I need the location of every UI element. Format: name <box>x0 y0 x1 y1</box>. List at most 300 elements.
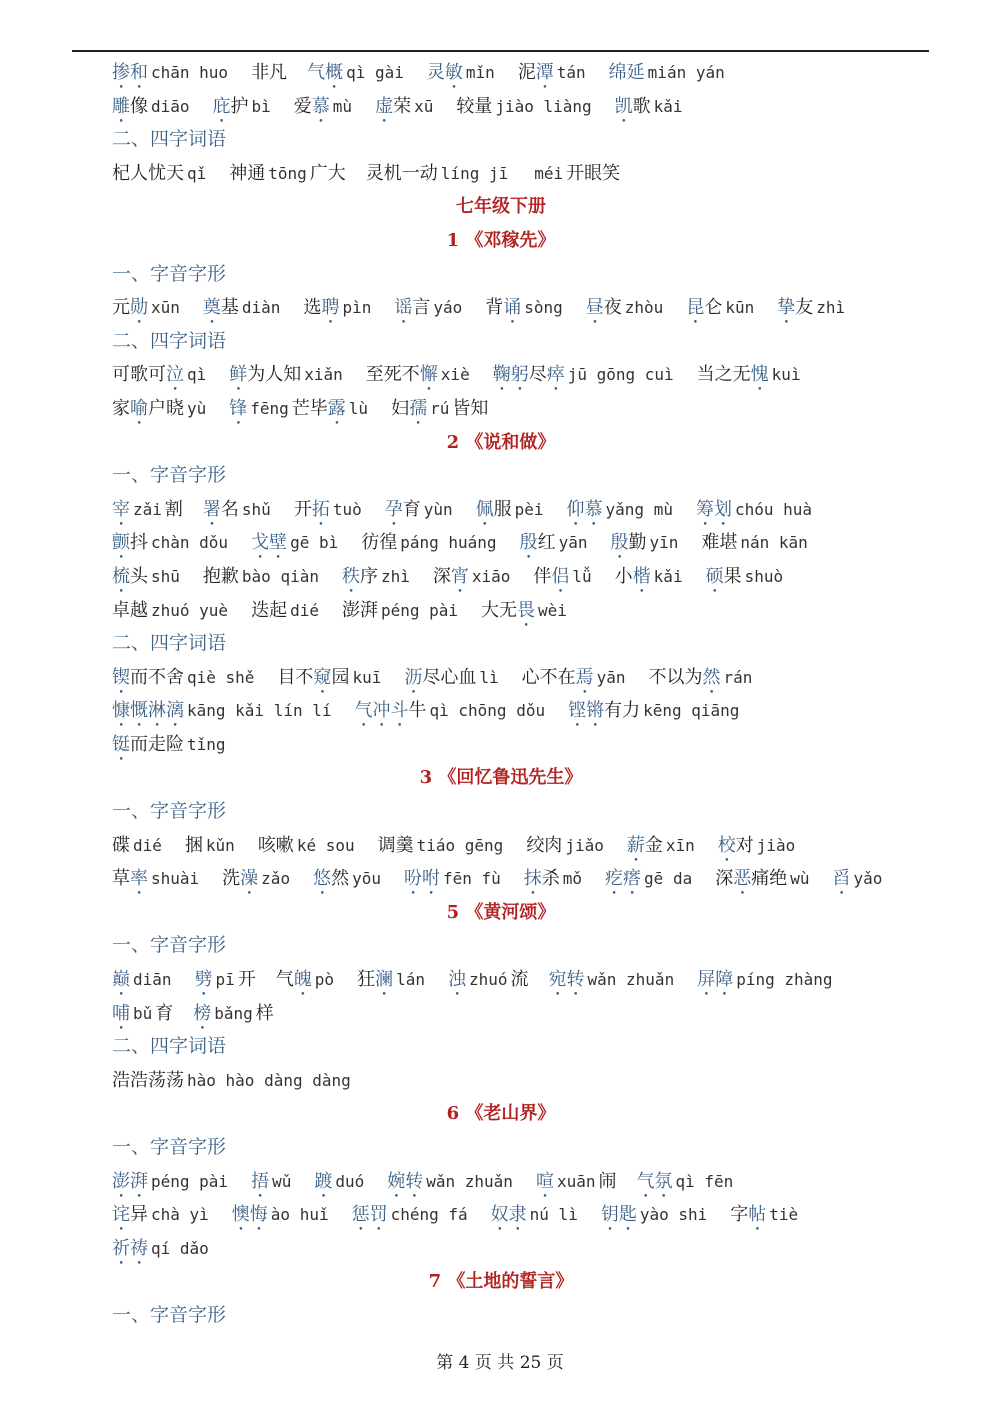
vocab-entry <box>526 835 607 856</box>
hanzi: 鞠躬 <box>492 364 529 386</box>
hanzi: 率 <box>130 868 148 890</box>
pinyin: xiè <box>440 365 470 385</box>
pinyin: sòng <box>524 298 563 318</box>
vocab-row <box>112 56 912 90</box>
vocab-entry <box>222 868 293 889</box>
pinyin: páng huáng <box>400 533 497 553</box>
hanzi: 狂 <box>357 969 376 991</box>
pinyin: qì chōng dǒu <box>429 701 546 721</box>
hanzi: 序 <box>359 565 378 587</box>
pinyin: wǔ <box>272 1171 292 1191</box>
pinyin: líng jī <box>440 163 509 183</box>
vocab-entry <box>366 364 473 385</box>
hanzi: 较量 <box>456 95 493 117</box>
hanzi: 流 <box>510 969 529 991</box>
pinyin: zhòu <box>624 298 664 318</box>
hanzi: 凯 <box>614 95 633 117</box>
hanzi: 泥 <box>517 62 536 83</box>
hanzi: 可歌可 <box>112 364 166 386</box>
pinyin: xūn <box>151 298 180 318</box>
hanzi: 澜 <box>375 969 394 991</box>
hanzi: 歌 <box>632 95 651 117</box>
vocab-row <box>112 1198 912 1232</box>
hanzi: 梳 <box>112 565 130 587</box>
hanzi: 尽心血 <box>422 666 477 688</box>
hanzi: 园 <box>331 666 350 688</box>
lesson-title: 5 《黄河颂》 <box>446 901 556 923</box>
hanzi: 魄 <box>293 969 312 991</box>
hanzi: 勋 <box>130 297 148 319</box>
pinyin: chān huo <box>151 63 229 82</box>
lesson-title: 2 《说和做》 <box>446 431 556 453</box>
vocab-entry <box>730 1204 801 1225</box>
pinyin: lǚ <box>572 566 592 586</box>
hanzi: 宰 <box>112 498 130 520</box>
hanzi: 舀 <box>832 868 851 890</box>
hanzi: 夜 <box>603 297 622 319</box>
section-heading: 二、四字词语 <box>112 128 227 151</box>
pinyin: kǎi <box>653 566 683 586</box>
pinyin: kūn <box>725 298 755 318</box>
vocab-entry <box>112 1003 173 1024</box>
pinyin: tǐng <box>187 734 226 754</box>
pinyin: qì <box>187 365 207 385</box>
section-heading: 一、字音字形 <box>112 262 227 285</box>
vocab-entry <box>229 398 371 419</box>
vocab-row <box>112 90 912 124</box>
pinyin: mǐn <box>465 63 495 82</box>
hanzi: 钥匙 <box>600 1204 637 1226</box>
vocab-entry <box>112 499 183 520</box>
pinyin: xū <box>414 96 434 116</box>
pinyin: yān <box>596 667 626 687</box>
hanzi: 懈 <box>419 364 438 386</box>
hanzi: 心不在 <box>521 666 576 688</box>
vocab-row <box>112 560 912 594</box>
vocab-row <box>112 1064 912 1098</box>
hanzi: 名 <box>220 498 239 520</box>
vocab-entry <box>404 667 501 688</box>
vocab-entry <box>697 364 804 385</box>
hanzi: 瘁 <box>546 364 565 386</box>
pinyin: yù <box>187 398 207 418</box>
vocab-entry <box>361 532 499 553</box>
vocab-entry <box>203 566 322 587</box>
pinyin: pò <box>314 970 335 990</box>
vocab-row <box>112 526 912 560</box>
vocab-entry <box>251 600 322 621</box>
vocab-entry <box>112 532 231 553</box>
vocab-entry <box>112 1171 231 1192</box>
hanzi: 虚 <box>375 95 394 117</box>
hanzi: 气 <box>307 62 326 83</box>
hanzi: 露 <box>327 397 346 419</box>
hanzi: 澎湃 <box>112 1170 148 1192</box>
hanzi: 气氛 <box>636 1170 673 1192</box>
hanzi: 孺 <box>409 397 428 419</box>
vocab-row <box>112 392 912 426</box>
vocab-entry <box>610 532 681 553</box>
section-heading: 一、字音字形 <box>112 800 227 823</box>
vocab-row <box>112 694 912 728</box>
pinyin: yōu <box>352 869 381 889</box>
hanzi: 深 <box>432 565 451 587</box>
vocab-row <box>112 963 912 997</box>
vocab-entry <box>476 499 547 520</box>
hanzi: 红 <box>537 532 556 554</box>
vocab-entry <box>536 1171 617 1192</box>
hanzi: 头 <box>130 565 148 587</box>
vocab-entry <box>777 297 848 318</box>
hanzi: 筹划 <box>695 498 732 520</box>
hanzi: 有力 <box>604 700 641 722</box>
hanzi: 秩 <box>341 565 360 587</box>
vocab-entry <box>294 499 365 520</box>
vocab-entry <box>357 969 428 990</box>
hanzi: 榜 <box>193 1002 212 1024</box>
vocab-row <box>112 493 912 527</box>
pinyin: yào shi <box>639 1205 708 1225</box>
pinyin: zhuó yuè <box>151 600 229 620</box>
pinyin: hào hào dàng dàng <box>187 1070 351 1090</box>
hanzi: 妇 <box>391 397 410 419</box>
hanzi: 至死不 <box>365 364 420 386</box>
hanzi: 悠 <box>313 868 332 890</box>
pinyin: wèi <box>538 600 567 620</box>
pinyin: gē bì <box>290 533 339 553</box>
hanzi: 宵 <box>450 565 469 587</box>
pinyin: rú <box>430 398 450 418</box>
section-heading: 二、四字词语 <box>112 1035 227 1058</box>
pinyin: tōng <box>268 163 307 183</box>
pinyin: kuì <box>771 365 801 385</box>
hanzi: 育 <box>155 1002 174 1024</box>
hanzi: 疙瘩 <box>605 868 642 890</box>
vocab-entry <box>112 297 183 318</box>
vocab-entry <box>193 1003 274 1024</box>
pinyin: bǔ <box>133 1003 153 1023</box>
hanzi: 灵 <box>426 62 445 83</box>
hanzi: 泣 <box>166 364 184 386</box>
pinyin: chóu huà <box>734 499 813 519</box>
hanzi: 薪 <box>626 834 645 856</box>
vocab-entry <box>627 835 698 856</box>
pinyin: wù <box>790 869 810 889</box>
pinyin: tán <box>556 63 586 82</box>
vocab-entry <box>686 297 757 318</box>
hanzi: 庇 <box>212 95 231 117</box>
vocab-entry <box>203 499 274 520</box>
hanzi: 服 <box>493 498 512 520</box>
hanzi: 家 <box>112 397 130 419</box>
vocab-entry <box>433 566 514 587</box>
hanzi: 小 <box>614 565 633 587</box>
hanzi: 背 <box>485 297 504 319</box>
hanzi: 雕 <box>112 95 130 117</box>
pinyin: dié <box>133 835 162 855</box>
pinyin: bì <box>251 96 271 116</box>
pinyin: chàn dǒu <box>151 533 229 553</box>
hanzi: 基 <box>220 297 239 319</box>
pinyin: zhì <box>380 566 410 586</box>
hanzi: 异 <box>130 1204 148 1226</box>
pinyin: shuài <box>151 869 200 889</box>
hanzi: 拓 <box>311 498 330 520</box>
vocab-entry <box>636 1171 736 1192</box>
vocab-entry <box>112 1238 212 1259</box>
pinyin: zǎo <box>261 869 291 889</box>
hanzi: 鲜 <box>229 364 248 386</box>
vocab-entry <box>112 969 175 990</box>
pinyin: zǎi <box>133 499 162 519</box>
pinyin: pèi <box>514 499 544 519</box>
hanzi: 浩浩荡荡 <box>112 1069 184 1091</box>
hanzi: 澡 <box>240 868 259 890</box>
vocab-entry <box>112 566 183 587</box>
pinyin: qiè shě <box>187 667 255 687</box>
hanzi: 痛绝 <box>751 868 788 890</box>
section-heading: 一、字音字形 <box>112 1303 227 1326</box>
pinyin: tiè <box>769 1205 799 1225</box>
hanzi: 割 <box>164 498 183 520</box>
hanzi: 澎湃 <box>341 599 378 621</box>
pinyin: mù <box>332 96 353 116</box>
hanzi: 友 <box>795 297 814 319</box>
pinyin: kǔn <box>205 835 235 855</box>
hanzi: 开眼笑 <box>566 162 621 184</box>
vocab-entry <box>112 868 202 889</box>
vocab-entry <box>387 1171 516 1192</box>
hanzi: 芒毕 <box>291 397 328 419</box>
hanzi: 概 <box>325 62 344 83</box>
vocab-entry <box>696 499 815 520</box>
vocab-entry <box>481 600 570 621</box>
pinyin: ào huǐ <box>270 1205 329 1225</box>
pinyin: péng pài <box>380 600 459 620</box>
hanzi: 懊悔 <box>231 1204 268 1226</box>
hanzi: 为人知 <box>247 364 302 386</box>
hanzi: 铤 <box>112 733 130 755</box>
hanzi: 草 <box>112 868 130 890</box>
hanzi: 大无 <box>481 599 518 621</box>
hanzi: 哺 <box>112 1002 130 1024</box>
vocab-entry <box>549 969 678 990</box>
vocab-entry <box>251 1171 294 1192</box>
hanzi: 抱歉 <box>202 565 239 587</box>
vocab-row <box>112 157 912 191</box>
vocab-entry <box>615 566 686 587</box>
vocab-entry <box>491 1204 581 1225</box>
vocab-entry <box>715 868 812 889</box>
hanzi: 绵延 <box>608 62 645 83</box>
hanzi: 然 <box>331 868 350 890</box>
hanzi: 锋 <box>229 397 248 419</box>
pinyin: qì fēn <box>675 1171 734 1191</box>
vocab-entry <box>112 1070 354 1091</box>
vocab-entry <box>404 868 504 889</box>
pinyin: lù <box>348 398 369 418</box>
hanzi: 护 <box>230 95 249 117</box>
hanzi: 诧 <box>112 1204 130 1226</box>
vocab-entry <box>294 96 355 117</box>
hanzi: 育 <box>402 498 421 520</box>
hanzi: 杀 <box>541 868 560 890</box>
pinyin: wǎn zhuǎn <box>587 970 675 990</box>
vocab-entry <box>522 667 629 688</box>
pinyin: yān <box>558 533 588 553</box>
pinyin: fēn fù <box>442 869 501 889</box>
vocab-entry <box>456 96 594 117</box>
vocab-entry <box>313 868 384 889</box>
top-rule <box>72 50 929 52</box>
pinyin: lán <box>396 970 425 990</box>
vocab-entry <box>276 969 337 990</box>
vocab-entry <box>112 700 335 721</box>
hanzi: 侣 <box>551 565 570 587</box>
hanzi: 愧 <box>750 364 769 386</box>
section-heading: 一、字音字形 <box>112 934 227 957</box>
hanzi: 挚 <box>777 297 796 319</box>
pinyin: jiǎo <box>565 835 604 855</box>
hanzi: 谣 <box>394 297 413 319</box>
pinyin: xuān <box>556 1171 596 1191</box>
vocab-entry <box>366 163 511 184</box>
pinyin: yáo <box>433 298 463 318</box>
vocab-entry <box>568 700 742 721</box>
hanzi: 抖 <box>130 532 148 554</box>
hanzi: 碟 <box>112 834 130 856</box>
pinyin: zhuó <box>468 970 508 990</box>
hanzi: 楷 <box>632 565 651 587</box>
hanzi: 然 <box>702 666 721 688</box>
hanzi: 奴隶 <box>490 1204 527 1226</box>
hanzi: 金 <box>644 834 663 856</box>
hanzi: 慷慨淋漓 <box>112 700 184 722</box>
hanzi: 宛转 <box>548 969 585 991</box>
vocab-row <box>112 997 912 1031</box>
hanzi: 喻 <box>130 397 148 419</box>
pinyin: diāo <box>151 96 190 116</box>
vocab-row <box>112 728 912 762</box>
hanzi: 锲 <box>112 666 130 688</box>
vocab-entry <box>427 62 498 83</box>
hanzi: 畏 <box>517 599 536 621</box>
hanzi: 聘 <box>321 297 340 319</box>
hanzi: 殷 <box>519 532 538 554</box>
pinyin: dié <box>290 600 319 620</box>
vocab-entry <box>493 364 677 385</box>
hanzi: 捆 <box>184 834 203 856</box>
vocab-row <box>112 661 912 695</box>
vocab-entry <box>567 499 676 520</box>
vocabulary-list <box>112 56 912 1333</box>
vocab-entry <box>185 835 238 856</box>
pinyin: duó <box>335 1171 365 1191</box>
page-footer: 第 4 页 共 25 页 <box>436 1353 564 1373</box>
vocab-row <box>112 829 912 863</box>
hanzi: 对 <box>735 834 754 856</box>
hanzi: 昆 <box>686 297 705 319</box>
hanzi: 婉转 <box>387 1170 424 1192</box>
pinyin: kēng qiāng <box>643 701 740 721</box>
hanzi: 元 <box>112 297 130 319</box>
hanzi: 诵 <box>503 297 522 319</box>
pinyin: xiǎn <box>304 365 343 385</box>
hanzi: 署 <box>202 498 221 520</box>
vocab-entry <box>251 532 341 553</box>
hanzi: 气 <box>275 969 294 991</box>
vocab-entry <box>378 835 507 856</box>
hanzi: 硕 <box>705 565 724 587</box>
pinyin: diàn <box>241 298 281 318</box>
vocab-entry <box>518 62 589 83</box>
hanzi: 潭 <box>535 62 554 83</box>
vocab-entry <box>112 1204 212 1225</box>
vocab-entry <box>307 62 407 83</box>
hanzi: 孕 <box>384 498 403 520</box>
pinyin: gē da <box>644 869 693 889</box>
pinyin: xiāo <box>471 566 511 586</box>
hanzi: 起 <box>269 599 288 621</box>
pinyin: jiào <box>756 835 796 855</box>
hanzi: 灵机一动 <box>365 162 438 184</box>
vocab-entry <box>718 835 799 856</box>
pinyin: yùn <box>423 499 453 519</box>
lesson-title: 3 《回忆鲁迅先生》 <box>419 767 583 789</box>
hanzi: 而走险 <box>130 733 184 755</box>
vocab-entry <box>601 1204 710 1225</box>
hanzi: 喧 <box>535 1170 554 1192</box>
hanzi: 伴 <box>533 565 552 587</box>
hanzi: 选 <box>303 297 322 319</box>
vocab-entry <box>342 600 461 621</box>
pinyin: shǔ <box>241 499 271 519</box>
pinyin: nú lì <box>529 1205 578 1225</box>
pinyin: tuò <box>332 499 362 519</box>
section-heading: 二、四字词语 <box>112 632 227 655</box>
vocab-entry <box>355 700 549 721</box>
hanzi: 彷徨 <box>361 532 398 554</box>
hanzi: 劈 <box>194 969 213 991</box>
hanzi: 言 <box>412 297 431 319</box>
hanzi: 当之无 <box>696 364 751 386</box>
hanzi: 广大 <box>309 162 346 184</box>
pinyin: rán <box>723 667 753 687</box>
vocab-entry <box>706 566 787 587</box>
hanzi: 牛 <box>408 700 427 722</box>
lesson-title: 6 《老山界》 <box>446 1103 556 1125</box>
hanzi: 校 <box>717 834 736 856</box>
section-heading: 一、字音字形 <box>112 464 227 487</box>
hanzi: 像 <box>130 95 148 117</box>
hanzi: 杞人忧天 <box>112 162 184 184</box>
vocab-entry <box>229 163 346 184</box>
hanzi: 果 <box>723 565 742 587</box>
hanzi: 捂 <box>251 1170 270 1192</box>
pinyin: píng zhàng <box>736 970 833 990</box>
pinyin: bào qiàn <box>241 566 319 586</box>
pinyin: fēng <box>250 398 289 418</box>
vocab-row <box>112 358 912 392</box>
pinyin: xīn <box>665 835 695 855</box>
pinyin: jiào liàng <box>495 96 592 116</box>
vocab-entry <box>352 1204 471 1225</box>
hanzi: 戈壁 <box>251 532 288 554</box>
vocab-row <box>112 862 912 896</box>
pinyin: ké sou <box>296 835 355 855</box>
pinyin: méi <box>534 163 564 183</box>
hanzi: 非凡 <box>251 62 288 83</box>
